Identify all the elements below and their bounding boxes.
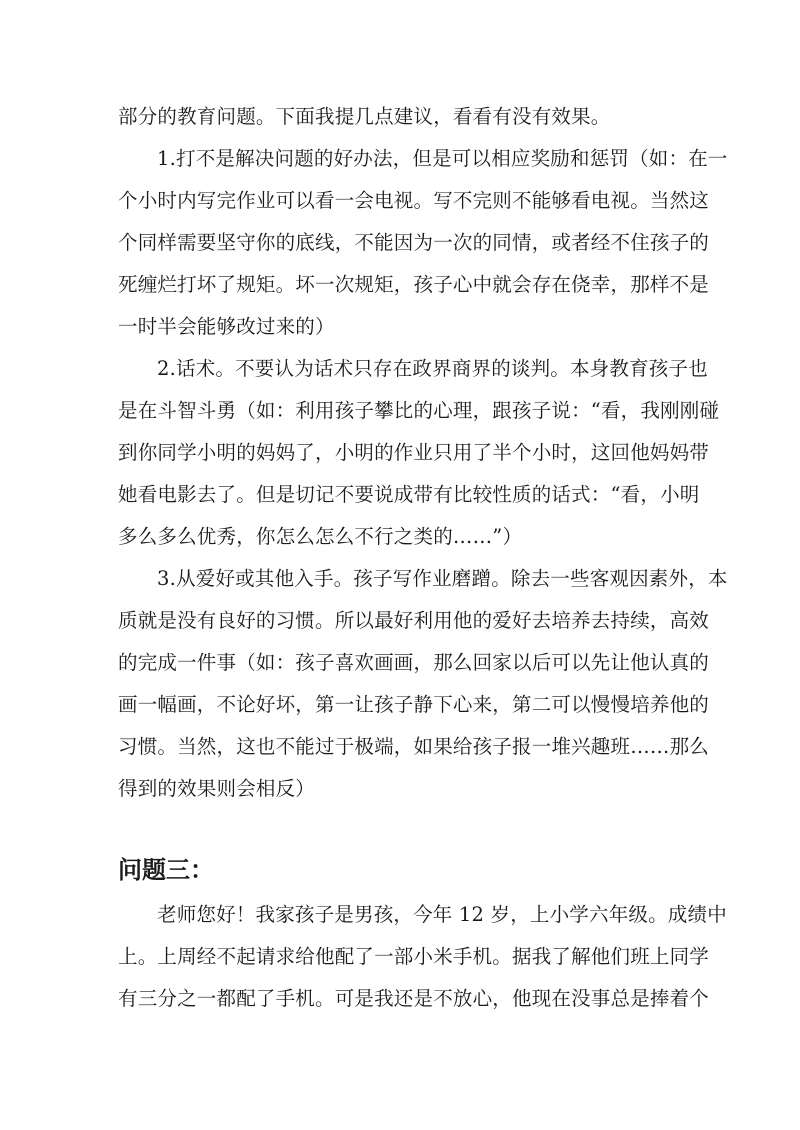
text-line: 质就是没有良好的习惯。所以最好利用他的爱好去培养去持续，高效	[118, 609, 710, 632]
text-line: 上。上周经不起请求给他配了一部小米手机。据我了解他们班上同学	[118, 945, 710, 968]
text-line: 个同样需要坚守你的底线，不能因为一次的同情，或者经不住孩子的	[118, 231, 710, 254]
text-line: 一时半会能够改过来的）	[118, 315, 335, 338]
text-line: 是在斗智斗勇（如：利用孩子攀比的心理，跟孩子说：“看，我刚刚碰	[118, 399, 720, 422]
text-line: 有三分之一都配了手机。可是我还是不放心，他现在没事总是捧着个	[118, 987, 710, 1010]
advice-3-line: 3.从爱好或其他入手。孩子写作业磨蹭。除去一些客观因素外，本	[157, 567, 728, 590]
text-line: 到你同学小明的妈妈了，小明的作业只用了半个小时，这回他妈妈带	[118, 441, 710, 464]
question-line: 老师您好！我家孩子是男孩，今年 12 岁，上小学六年级。成绩中	[157, 903, 727, 926]
text-line: 她看电影去了。但是切记不要说成带有比较性质的话式：“看，小明	[118, 483, 700, 506]
text-line: 画一幅画，不论好坏，第一让孩子静下心来，第二可以慢慢培养他的	[118, 693, 710, 716]
text-line: 个小时内写完作业可以看一会电视。写不完则不能够看电视。当然这	[118, 189, 710, 212]
text-line: 部分的教育问题。下面我提几点建议，看看有没有效果。	[118, 105, 611, 128]
text-line: 多么多么优秀，你怎么怎么不行之类的……”）	[118, 525, 523, 548]
text-line: 得到的效果则会相反）	[118, 777, 316, 800]
body-text-section-1	[118, 96, 728, 810]
text-line: 死缠烂打坏了规矩。坏一次规矩，孩子心中就会存在侥幸，那样不是	[118, 273, 710, 296]
text-line: 习惯。当然，这也不能过于极端，如果给孩子报一堆兴趣班……那么	[118, 735, 710, 758]
advice-1-line: 1.打不是解决问题的好办法，但是可以相应奖励和惩罚（如：在一	[157, 147, 728, 170]
text-line: 的完成一件事（如：孩子喜欢画画，那么回家以后可以先让他认真的	[118, 651, 710, 674]
body-text-section-2	[118, 894, 727, 1020]
section-heading: 问题三：	[118, 856, 214, 884]
advice-2-line: 2.话术。不要认为话术只存在政界商界的谈判。本身教育孩子也	[157, 357, 708, 380]
